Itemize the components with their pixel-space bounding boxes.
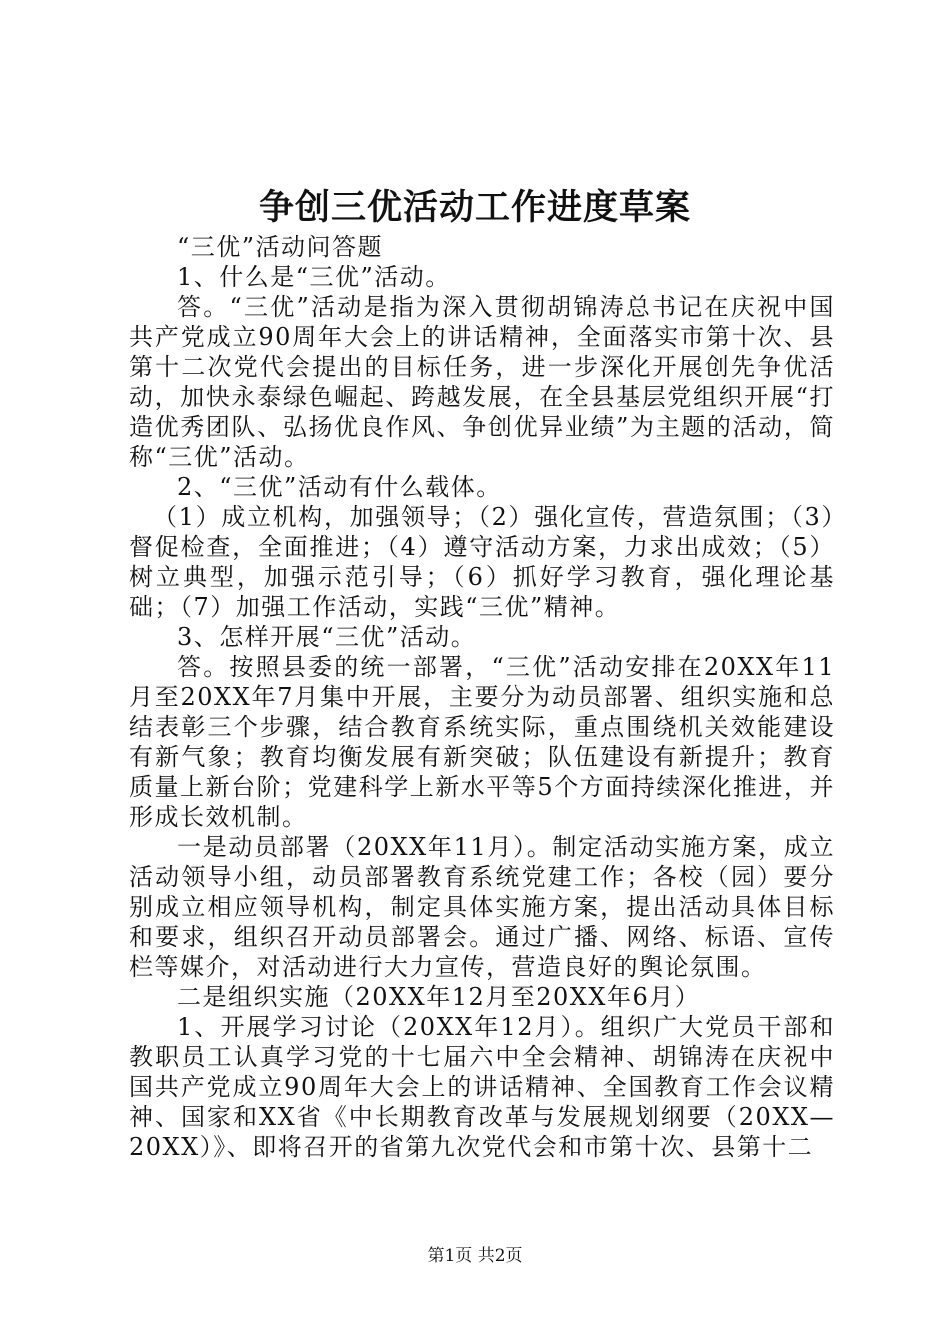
- question-2: 2、“三优”活动有什么载体。: [177, 473, 502, 501]
- paragraph-heading: “三优”活动问答题: [177, 233, 384, 261]
- question-1: 1、什么是“三优”活动。: [177, 263, 451, 291]
- phase-1-paragraph: 一是动员部署（20XX年11月）。制定活动实施方案，成立活动领导小组，动员部署教育系统党建工作；各校（园）要分别成立相应领导机构，制定具体实施方案，提出活动具体目标和要求，组织召开动员部署会。通过广播、网络、标语、宣传栏等媒介，对活动进行大力宣传，营造良好的舆论氛围。: [129, 833, 835, 981]
- page-footer: 第1页 共2页: [427, 1246, 523, 1266]
- question-3: 3、怎样开展“三优”活动。: [177, 623, 477, 651]
- document-title: 争创三优活动工作进度草案: [258, 187, 691, 228]
- document-body: [129, 232, 835, 1162]
- phase-2-heading: 二是组织实施（20XX年12月至20XX年6月）: [177, 983, 701, 1011]
- answer-2: （1）成立机构，加强领导；（2）强化宣传，营造氛围；（3）督促检查，全面推进；（4）遵守活动方案，力求出成效；（5）树立典型，加强示范引导；（6）抓好学习教育，强化理论基础；（7）加强工作活动，实践“三优”精神。: [129, 503, 835, 621]
- phase-2-item-1: 1、开展学习讨论（20XX年12月）。组织广大党员干部和教职员工认真学习党的十七届六中全会精神、胡锦涛在庆祝中国共产党成立90周年大会上的讲话精神、全国教育工作会议精神、国家和XX省《中长期教育改革与发展规划纲要（20XX—20XX）》、即将召开的省第九次党代会和市第十次、县第十二: [129, 1013, 835, 1161]
- answer-1: 答。“三优”活动是指为深入贯彻胡锦涛总书记在庆祝中国共产党成立90周年大会上的讲话精神，全面落实市第十次、县第十二次党代会提出的目标任务，进一步深化开展创先争优活动，加快永泰绿色崛起、跨越发展，在全县基层党组织开展“打造优秀团队、弘扬优良作风、争创优异业绩”为主题的活动，简称“三优”活动。: [129, 293, 835, 471]
- answer-3: 答。按照县委的统一部署，“三优”活动安排在20XX年11月至20XX年7月集中开展，主要分为动员部署、组织实施和总结表彰三个步骤，结合教育系统实际，重点围绕机关效能建设有新气象；教育均衡发展有新突破；队伍建设有新提升；教育质量上新台阶；党建科学上新水平等5个方面持续深化推进，并形成长效机制。: [129, 653, 835, 831]
